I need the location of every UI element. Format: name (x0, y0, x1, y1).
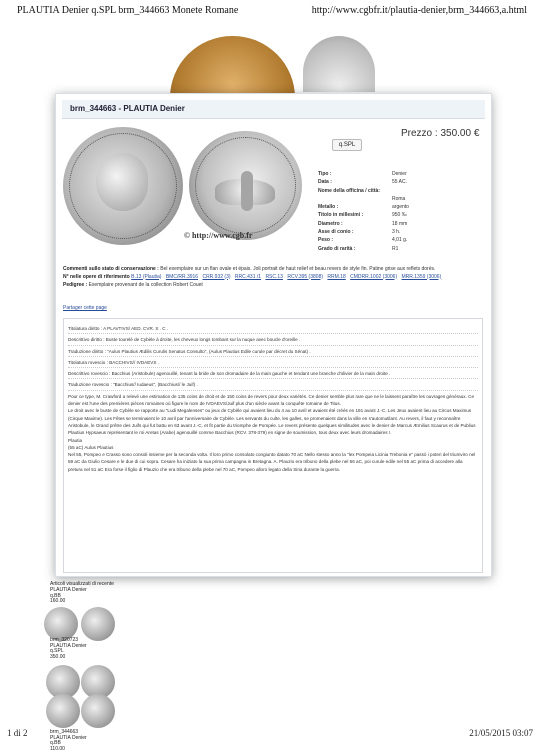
recent-reverse-thumbnail[interactable] (81, 694, 115, 728)
spec-value: 3 h. (392, 229, 401, 236)
spec-key: Tipo : (318, 171, 332, 177)
description-line: Pour ce type, M. Crawford a relevé une estimation de 135 coins de droit et de 150 coins de revers pour deux variétés. Ce denier semble plus rare que ne le laissent paraître les ouvrages généraux. Ce denier est l'une des premières pièces romaines où figure le nom de IVDAEVS/Juif plus d'un siècle avant la conquête romaine de Titus. (68, 393, 475, 407)
print-header (0, 4, 545, 18)
reference-link[interactable]: BMC/RR.3916 (165, 273, 199, 280)
description-line: Le droit avec le buste de Cybèle se rapporte au "Ludi Megalenses" ou jeux de Cybèle qui avaient lieu du 4 au 10 avril et avaient été créés en 191 avant J.-C. Les Jeux avaient lieu au Circus Maximus (Cirque Maxime). Les Fêtes se terminaient le 10 avril par l'anniversaire de Cybèle. Les servants du culte, les galles, se promenaient dans la ville en s'automutilant. Au revers, il faut y reconnaître Aristobule, le Grand prêtre des Juifs qui fut battu en 63 avant J.-C. et fit partie du triomphe de Pompée. Le revers présente quelques similitudes avec le denier de Marcus Æmilius Scaurus et de Publius Plautius Hypsaeus représentant le roi Aretas (Arabe) agenouillé comme Bacchius (RCV. 378-379) en signe de soumission, tous deux avec leurs dromadaires !. (68, 408, 476, 436)
cybele-bust-image (96, 153, 148, 211)
divider (68, 356, 478, 358)
description-line: Traduzione diritto : "Aulus Plautius Ædilis Curulis Senatus Consulto", (Aulus Plautius Edile curule par décret du Sénat) . (68, 348, 311, 354)
share-link[interactable]: Partager cette page (63, 305, 107, 311)
spec-value: Denier (392, 171, 407, 177)
spec-row (318, 245, 482, 253)
divider (68, 345, 478, 347)
spec-key: Diametro : (318, 220, 343, 227)
obverse-coin-image[interactable] (63, 127, 183, 245)
print-footer (0, 728, 545, 740)
conservation-text: Bel exemplaire sur un flan ovale et épais. Joli portrait de haut relief et beau revers de style fin. Patine grise aux reflets dorés. (160, 266, 436, 272)
recent-obverse-thumbnail[interactable] (46, 694, 80, 728)
conservation-label: Commenti sullo stato di conservazione : (63, 266, 159, 272)
recent-item-text: 350.00 (50, 653, 66, 660)
description-line: Traduzione rovescio : "Bacchius// Iudaeus", (Bacchius// le Juif) . (68, 382, 198, 388)
spec-value: argento (392, 204, 409, 211)
print-header-title: PLAUTIA Denier q.SPL brm_344663 Monete Romane (17, 5, 239, 16)
spec-key: Asse di conio : (318, 229, 354, 236)
conservation-note (63, 266, 483, 274)
page-number: 1 di 2 (7, 728, 28, 738)
spec-key: Data : (318, 179, 332, 186)
pedigree-label: Pedigree : (63, 282, 88, 288)
spec-key: Grado di rarità : (318, 245, 356, 252)
description-line: Nel 55, Pompeo e Crasso sono consoli insieme per la seconda volta. Il loro primo consolato congiunto datato 70 aC Nello stesso anno la "lex Pompeia Licinia Trebonia e" passò i poteri del triumviro nel 59 aC da Giulio Cesare e le due di cui sopra. Cesare ha iniziato la sua prima campagna in Bretagna. A. Plauzio era tribuno della plebe nel 56 aC, poi curule edile nel 55 aC prima di accedere alla pretura nel 51 aC Era forse il figlio di Plauzio che era tribuno della plebe nel 70 aC, Pompeo alloro legato della Siria durante la guerra. (68, 452, 476, 472)
description-box (63, 318, 483, 573)
recent-item-text: q.BB (50, 592, 61, 599)
spec-key: Peso : (318, 237, 334, 244)
spec-key: Metallo : (318, 204, 339, 211)
spec-value: 55 AC. (392, 179, 408, 186)
spec-value: 18 mm (392, 220, 408, 227)
divider (68, 367, 478, 369)
recent-item-text: 160.00 (50, 598, 66, 605)
reference-link[interactable]: RCV.395 (3808) (287, 273, 324, 280)
watermark: © http://www.cgb.fr (184, 231, 253, 240)
specs-table (318, 170, 482, 253)
price-label: Prezzo : 350.00 € (401, 128, 480, 139)
spec-row (318, 236, 482, 244)
reference-link[interactable]: B.13 (Plautia) (131, 273, 162, 280)
spec-value: 950 ‰ (392, 212, 407, 219)
divider (68, 390, 478, 392)
recent-item-text[interactable]: brm_344663 (50, 729, 79, 735)
description-line: Descrittivo rovescio : Bacchius (Aristobule) agenouillé, tenant la bride de son dromadaire de la main gauche et tendant une branche d'olivier de la main droite . (68, 371, 391, 377)
spec-value: 4,01 g. (392, 237, 408, 244)
popup-titlebar (62, 100, 485, 119)
reverse-coin-image[interactable] (189, 131, 302, 240)
recent-item-caption (50, 588, 87, 605)
spec-key: Nome della officina / città: (318, 187, 380, 194)
pedigree-row (63, 282, 483, 290)
recent-item-text: PLAUTIA Denier (50, 734, 87, 741)
pedigree-text: Exemplaire provenant de la collection Robert Couet (88, 282, 203, 288)
spec-row (318, 187, 482, 204)
spec-row (318, 211, 482, 219)
description-line: Titolatura diritto : A PLAVTIVS/ AED. CVR. S . C . (68, 326, 169, 331)
spec-row (318, 178, 482, 186)
recently-viewed-title: Articoli visualizzati di recente (50, 581, 114, 587)
recent-reverse-thumbnail[interactable] (81, 607, 115, 641)
spec-row (318, 228, 482, 236)
recent-item-text: 110.00 (50, 745, 65, 752)
reference-link[interactable]: MRR.1359 (3006) (401, 273, 442, 280)
description-line: (55 aC) Aulus Plautius (68, 444, 114, 450)
product-popup (55, 93, 492, 577)
reference-link[interactable]: CRR.932 (3) (202, 273, 231, 280)
reference-link[interactable]: RRC.431 /1 (234, 273, 262, 280)
print-header-url: http://www.cgbfr.it/plautia-denier,brm_344663,a.html (311, 5, 527, 16)
reference-link[interactable]: RRM.18 (327, 273, 346, 280)
references-label: N° nelle opere di riferimento (63, 273, 130, 280)
description-line: Titolatura rovescio : BACCHIVS// IVDAEVS . (68, 359, 159, 365)
reference-link[interactable]: CMDRR.1002 (3006) (350, 273, 398, 280)
spec-value: R1 (392, 245, 399, 252)
recent-item-caption (50, 638, 87, 660)
spec-row (318, 170, 482, 178)
recent-item-text: q.BB (50, 740, 61, 747)
product-title: brm_344663 - PLAUTIA Denier (70, 104, 185, 113)
notes-section (63, 266, 483, 290)
print-timestamp: 21/05/2015 03:07 (469, 728, 533, 738)
references-row (63, 274, 483, 282)
spec-row (318, 203, 482, 211)
description-lines (68, 325, 478, 473)
grade-button[interactable]: q.SPL (332, 139, 362, 151)
spec-row (318, 220, 482, 228)
divider (68, 378, 478, 380)
divider (68, 333, 478, 335)
description-line: Descrittivo diritto : Buste tourelé de Cybèle à droite, les cheveux longs tombant sur la nuque avec boucle d'oreille . (68, 337, 301, 343)
background-gold-coin-image (170, 36, 295, 98)
background-silver-coin-image (303, 36, 375, 92)
recent-item-text[interactable]: brm_320723 (50, 637, 79, 643)
recent-item-text: PLAUTIA Denier (50, 587, 87, 593)
description-line: Plautia (68, 437, 83, 443)
spec-key: Titolo in millesimi : (318, 212, 364, 219)
reference-link[interactable]: RSC.13 (265, 273, 283, 280)
spec-value: Roma (392, 195, 406, 202)
recent-item-text: q.SPL (50, 648, 64, 655)
recent-obverse-thumbnail[interactable] (44, 607, 78, 641)
kneeling-figure-image (241, 171, 253, 211)
recent-item-text: PLAUTIA Denier (50, 642, 87, 649)
